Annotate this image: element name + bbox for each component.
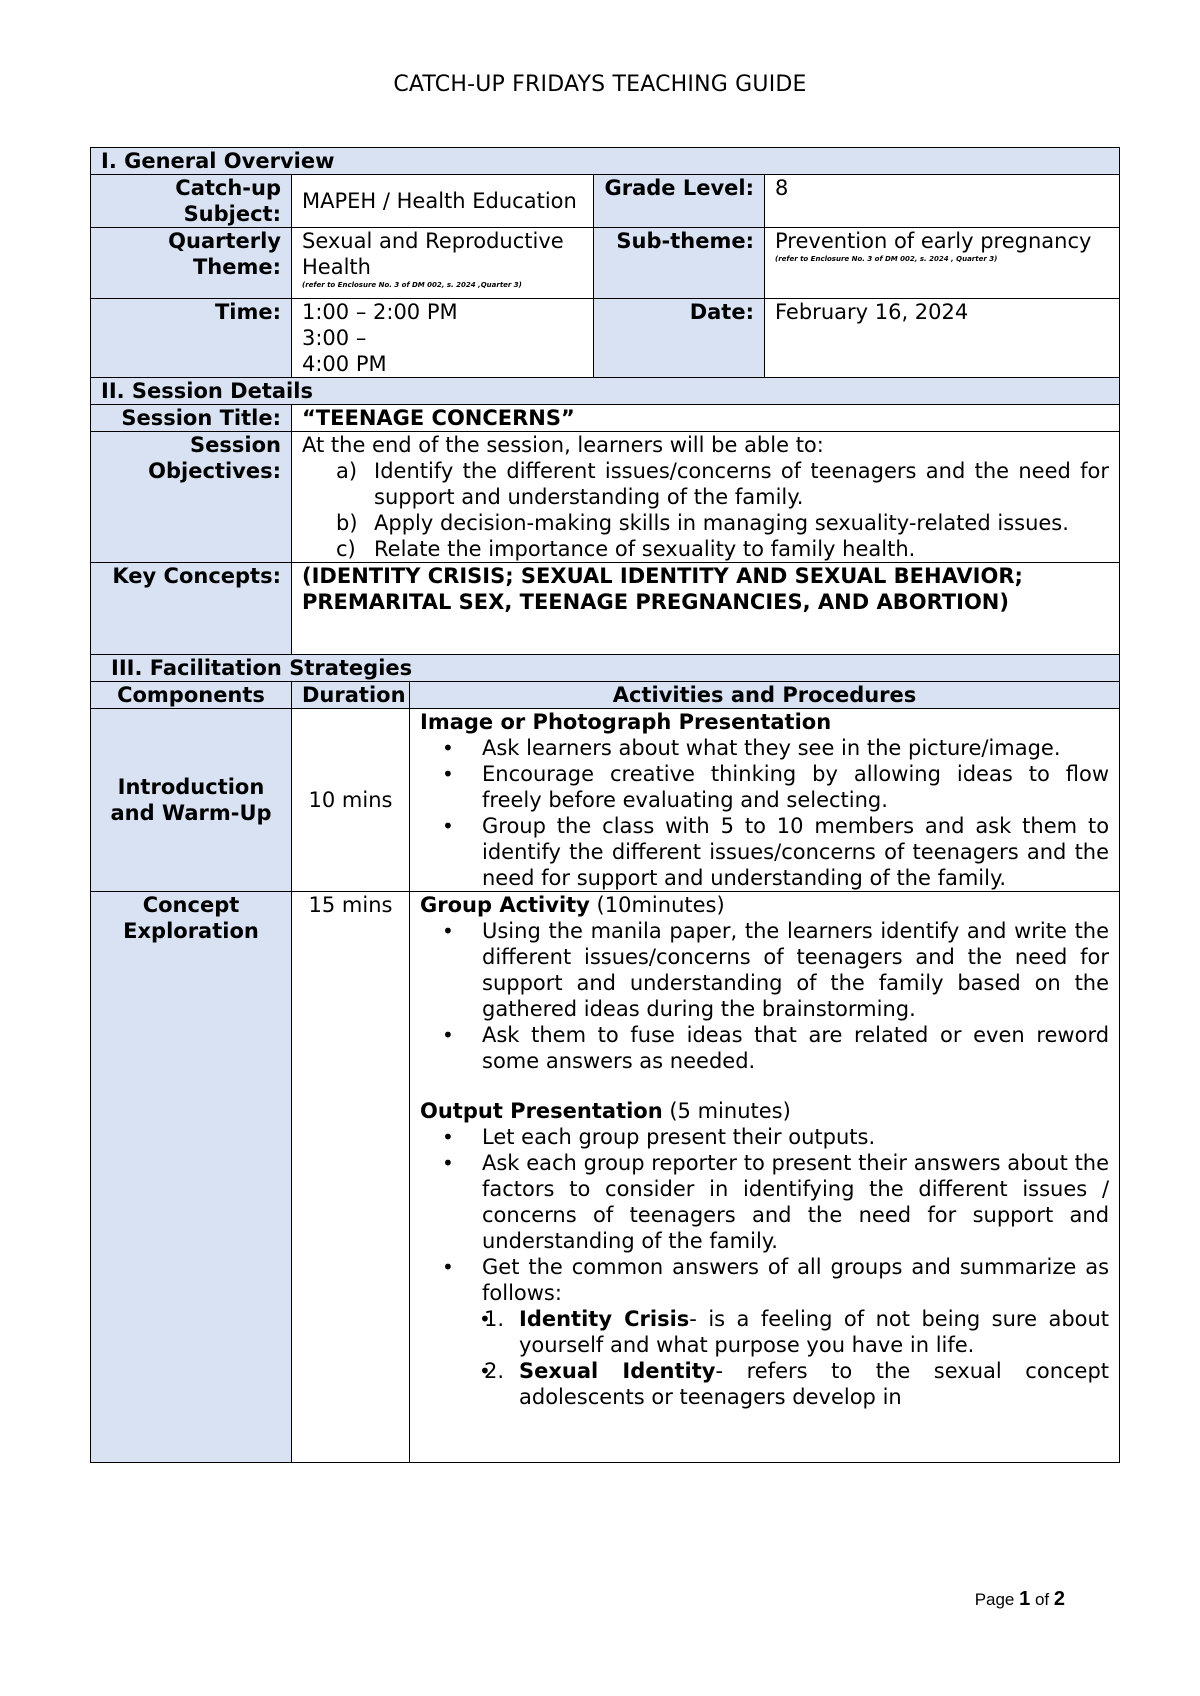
subject-value: MAPEH / Health Education [292,175,594,228]
list-item: • Ask them to fuse ideas that are related or even reword some answers as needed. [482,1022,1109,1074]
date-value: February 16, 2024 [765,299,1120,378]
key-concepts-value: (IDENTITY CRISIS; SEXUAL IDENTITY AND SEXUAL BEHAVIOR; PREMARITAL SEX, TEENAGE PREGNANCIES, AND ABORTION) [292,563,1120,655]
objective-item: b) Apply decision-making skills in managing sexuality-related issues. [336,511,1069,535]
list-item: • Ask each group reporter to present their answers about the factors to consider in identifying the different issues / concerns of teenagers and the need for support and understanding of the family. [482,1150,1109,1254]
list-item: • Using the manila paper, the learners identify and write the different issues/concerns of teenagers and the need for support and understanding of the family based on the gathered ideas during the brainstorming. [482,918,1109,1022]
facilitation-heading: III. Facilitation Strategies [91,655,1120,682]
session-title-row [91,405,1120,432]
col-activities: Activities and Procedures [410,682,1120,709]
session-title-label: Session Title: [91,405,292,432]
theme-note: (refer to Enclosure No. 3 of DM 002, s. 2024 ,Quarter 3) [302,281,522,289]
theme-value: Sexual and Reproductive Health [302,229,564,279]
col-components: Components [91,682,292,709]
summary-item: • 2. Sexual Identity- refers to the sexual concept adolescents or teenagers develop in [519,1358,1109,1410]
subtheme-value: Prevention of early pregnancy [775,229,1092,253]
list-item: • Encourage creative thinking by allowing ideas to flow freely before evaluating and selecting. [482,761,1109,813]
intro-duration: 10 mins [292,709,410,892]
objective-item: c) Relate the importance of sexuality to family health. [336,537,916,561]
subtheme-label: Sub-theme: [594,228,765,299]
output-presentation-heading: Output Presentation (5 minutes) [420,1099,791,1123]
page-title: CATCH-UP FRIDAYS TEACHING GUIDE [393,72,807,97]
intro-component: Introduction and Warm-Up [91,709,292,892]
group-activity-heading: Group Activity (10minutes) [420,893,725,917]
intro-heading: Image or Photograph Presentation [420,710,832,734]
objectives-list [302,458,1109,562]
facilitation-row [91,655,1120,682]
subject-label: Catch-up Subject: [91,175,292,228]
theme-cell [292,228,594,299]
time-row [91,299,1120,378]
teaching-guide-table [90,147,1120,1463]
summary-list [482,1306,1109,1410]
subject-row [91,175,1120,228]
concept-duration: 15 mins [292,892,410,1463]
intro-bullets [420,735,1109,891]
list-item: • Get the common answers of all groups and summarize as follows: • 1. Identity Crisis- is a feeling of not being sure about yourself and what purpose you have in life. • 2. Sexual Identity- refers to the sexual concept adolescents or teenagers develop in [482,1254,1109,1410]
concept-row [91,892,1120,1463]
output-presentation-bullets [420,1124,1109,1410]
general-overview-row [91,148,1120,175]
subtheme-note: (refer to Enclosure No. 3 of DM 002, s. 2024 , Quarter 3) [775,255,998,263]
list-item: • Group the class with 5 to 10 members and ask them to identify the different issues/concerns of teenagers and the need for support and understanding of the family. [482,813,1109,891]
col-duration: Duration [292,682,410,709]
theme-label: Quarterly Theme: [91,228,292,299]
time-line-2: 3:00 – [302,326,367,350]
subtheme-cell [765,228,1120,299]
objectives-label: Session Objectives: [91,432,292,563]
intro-row [91,709,1120,892]
date-label: Date: [594,299,765,378]
theme-row [91,228,1120,299]
facilitation-header-row [91,682,1120,709]
session-title-value: “TEENAGE CONCERNS” [292,405,1120,432]
summary-item: • 1. Identity Crisis- is a feeling of not being sure about yourself and what purpose you have in life. [519,1306,1109,1358]
time-line-1: 1:00 – 2:00 PM [302,300,458,324]
time-label: Time: [91,299,292,378]
time-line-3: 4:00 PM [302,352,387,376]
intro-activities [410,709,1120,892]
concept-activities [410,892,1120,1463]
time-cell [292,299,594,378]
list-item: • Let each group present their outputs. [482,1124,1109,1150]
objectives-intro: At the end of the session, learners will be able to: [302,433,824,457]
objectives-row [91,432,1120,563]
objective-item: a) Identify the different issues/concerns of teenagers and the need for support and understanding of the family. [336,459,1110,509]
concept-component: Concept Exploration [91,892,292,1463]
list-item: • Ask learners about what they see in the picture/image. [482,735,1109,761]
grade-label: Grade Level: [594,175,765,228]
grade-value: 8 [765,175,1120,228]
key-concepts-row [91,563,1120,655]
group-activity-bullets [420,918,1109,1074]
objectives-cell [292,432,1120,563]
page-footer: Page 1 of 2 [974,1588,1065,1610]
session-details-heading: II. Session Details [91,378,1120,405]
key-concepts-label: Key Concepts: [91,563,292,655]
general-overview-heading: I. General Overview [91,148,1120,175]
session-details-row [91,378,1120,405]
